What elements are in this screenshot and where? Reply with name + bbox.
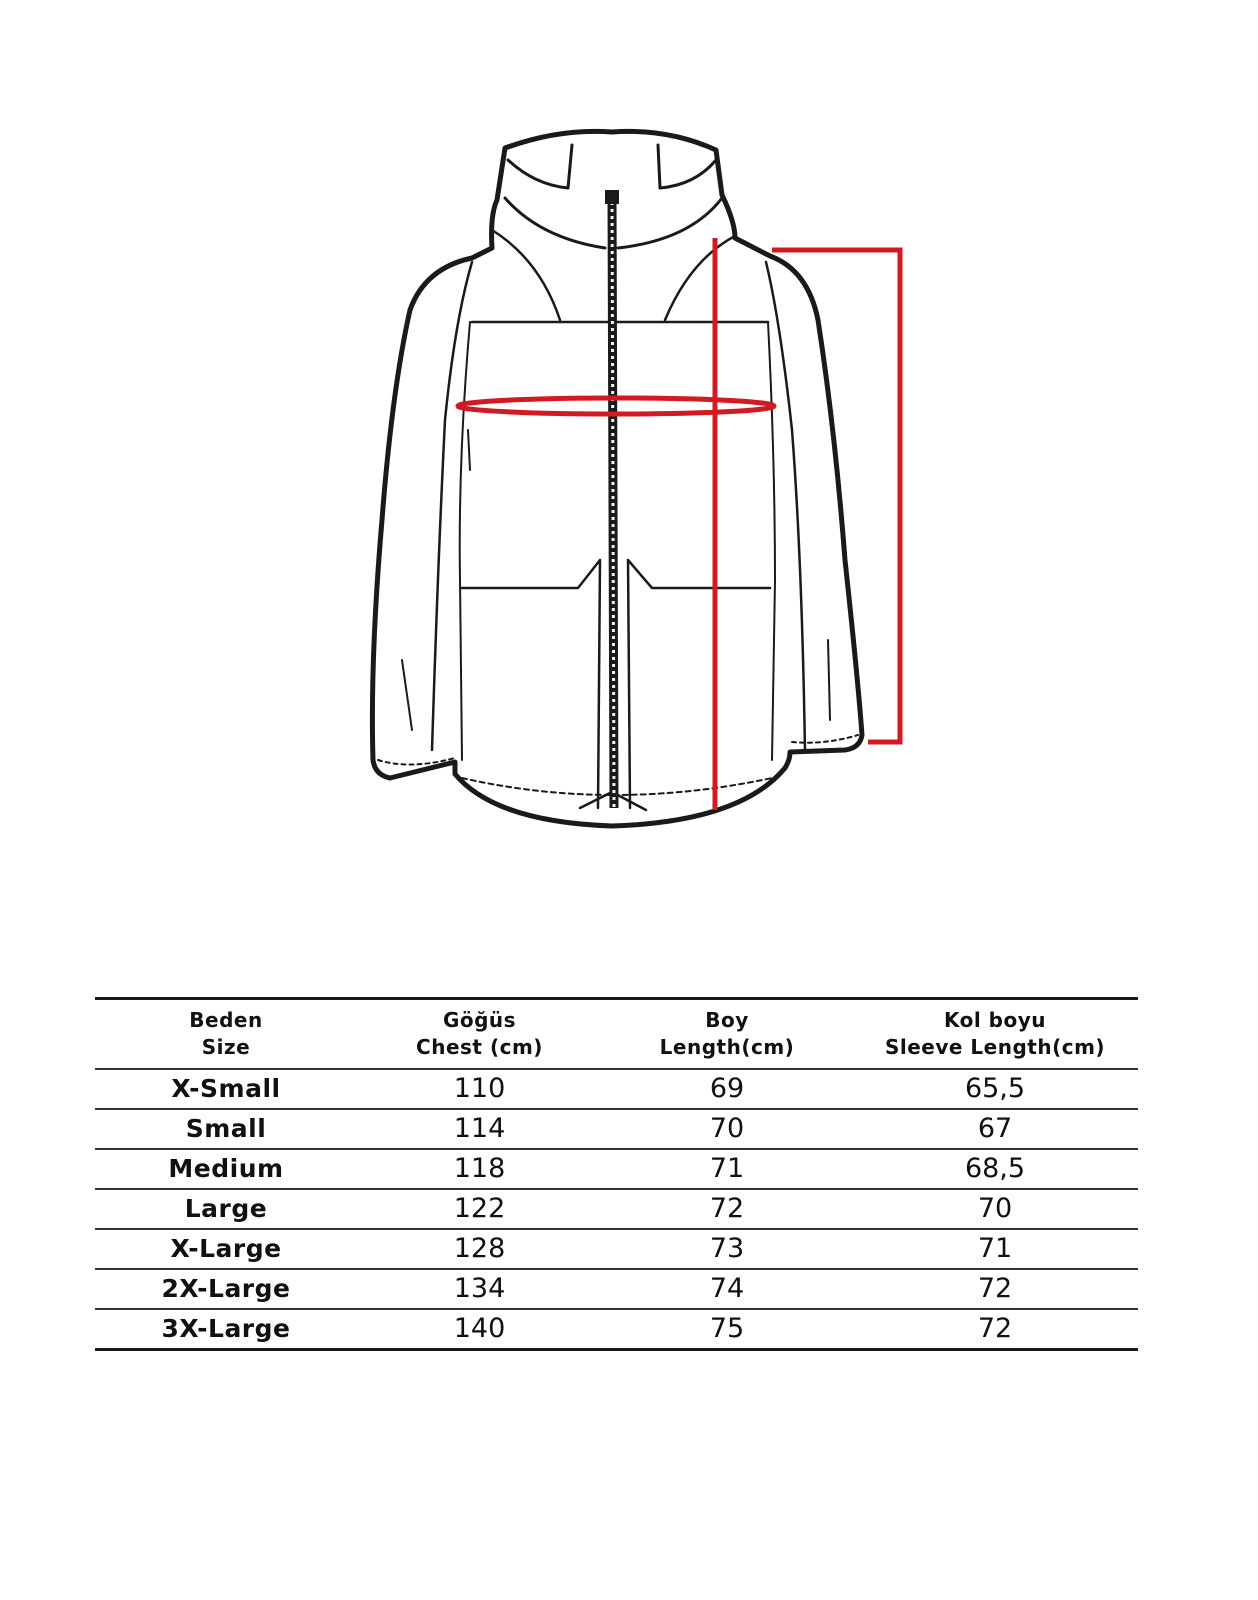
size-cell: X-Large — [170, 1234, 282, 1263]
length-cell: 71 — [709, 1153, 745, 1184]
header-chest — [357, 1007, 602, 1061]
header-length-en: Length(cm) — [659, 1035, 795, 1059]
table-row — [95, 1110, 1138, 1148]
header-size — [95, 1007, 357, 1061]
sleeve-cell: 67 — [977, 1113, 1013, 1144]
table-row — [95, 1230, 1138, 1268]
header-length-tr: Boy — [705, 1008, 749, 1032]
table-bottom-rule — [95, 1348, 1138, 1351]
sleeve-cell: 65,5 — [964, 1073, 1026, 1104]
header-chest-tr: Göğüs — [442, 1008, 517, 1032]
table-header-row — [95, 1000, 1138, 1068]
chest-cell: 140 — [453, 1313, 506, 1344]
header-length — [602, 1007, 852, 1061]
sleeve-cell: 72 — [977, 1273, 1013, 1304]
chest-cell: 110 — [453, 1073, 506, 1104]
table-row — [95, 1270, 1138, 1308]
length-cell: 69 — [709, 1073, 745, 1104]
header-chest-en: Chest (cm) — [416, 1035, 543, 1059]
chest-cell: 134 — [453, 1273, 506, 1304]
chest-cell: 128 — [453, 1233, 506, 1264]
length-cell: 74 — [709, 1273, 745, 1304]
size-cell: 3X-Large — [161, 1314, 291, 1343]
chest-cell: 118 — [453, 1153, 506, 1184]
sleeve-cell: 71 — [977, 1233, 1013, 1264]
chest-cell: 122 — [453, 1193, 506, 1224]
size-cell: Large — [184, 1194, 268, 1223]
size-table — [95, 997, 1138, 1351]
sleeve-cell: 72 — [977, 1313, 1013, 1344]
size-cell: Medium — [168, 1154, 284, 1183]
table-row — [95, 1310, 1138, 1348]
size-cell: Small — [185, 1114, 267, 1143]
table-row — [95, 1190, 1138, 1228]
header-size-en: Size — [201, 1035, 251, 1059]
table-row — [95, 1150, 1138, 1188]
length-cell: 72 — [709, 1193, 745, 1224]
header-sleeve-tr: Kol boyu — [943, 1008, 1047, 1032]
size-cell: 2X-Large — [161, 1274, 291, 1303]
length-cell: 75 — [709, 1313, 745, 1344]
header-size-tr: Beden — [189, 1008, 263, 1032]
header-sleeve — [852, 1007, 1138, 1061]
length-cell: 70 — [709, 1113, 745, 1144]
size-cell: X-Small — [171, 1074, 281, 1103]
chest-cell: 114 — [453, 1113, 506, 1144]
header-sleeve-en: Sleeve Length(cm) — [884, 1035, 1106, 1059]
table-row — [95, 1070, 1138, 1108]
sleeve-cell: 70 — [977, 1193, 1013, 1224]
length-cell: 73 — [709, 1233, 745, 1264]
sleeve-cell: 68,5 — [964, 1153, 1026, 1184]
